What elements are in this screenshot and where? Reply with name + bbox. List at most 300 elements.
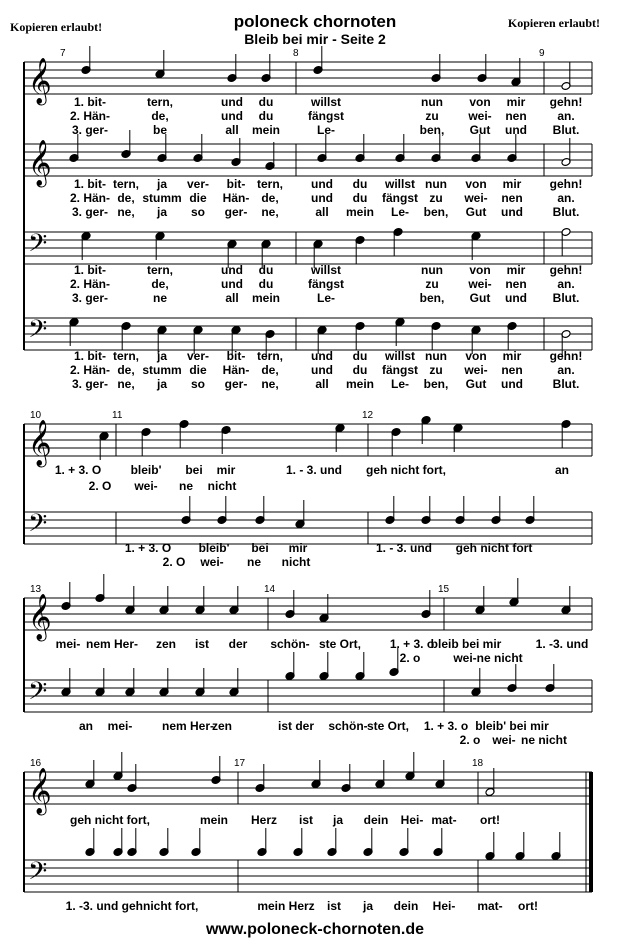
bass-clef-icon: 𝄢	[28, 315, 48, 350]
lyric-system3-upper-alt: 2. o	[399, 651, 421, 665]
lyric-alto: ben,	[423, 205, 449, 219]
lyric-tenor: all	[225, 291, 239, 305]
lyric-bass: und	[501, 377, 523, 391]
measure-number: 11	[112, 410, 123, 421]
note-head	[319, 652, 329, 680]
lyric-system4-lower: ja	[362, 899, 374, 913]
lyric-system2-upper: mir	[216, 463, 236, 477]
note-head	[515, 832, 525, 860]
lyric-alto: Gut	[465, 205, 487, 219]
lyric-tenor: und	[505, 291, 527, 305]
lyric-tenor: willst	[310, 263, 342, 277]
lyric-system3-lower: ste Ort,	[366, 719, 410, 733]
lyric-alto: nun	[425, 177, 447, 191]
lyric-bass: du	[352, 363, 368, 377]
lyric-tenor: mein	[251, 291, 281, 305]
lyric-tenor: 2. Hän-	[69, 277, 111, 291]
lyric-system2-lower-alt: nicht	[281, 555, 311, 569]
lyric-soprano: Blut.	[552, 123, 580, 137]
note-head	[159, 828, 169, 856]
note-head	[195, 668, 205, 696]
staff-system3-upper	[24, 598, 592, 630]
note-head	[405, 752, 415, 780]
note-head	[455, 496, 465, 524]
lyric-bass: Blut.	[552, 377, 580, 391]
lyric-bass: die	[189, 363, 207, 377]
lyric-tenor: Blut.	[552, 291, 580, 305]
lyric-bass: wei-	[464, 363, 488, 377]
lyric-system4-upper: Herz	[250, 813, 278, 827]
note-head	[141, 428, 151, 456]
lyric-system2-upper-alt: wei-	[134, 479, 158, 493]
lyric-tenor: fängst	[308, 277, 344, 291]
measure-number: 7	[60, 48, 66, 59]
note-head	[159, 668, 169, 696]
lyric-soprano: und	[221, 109, 243, 123]
note-head	[85, 828, 95, 856]
note-head	[507, 322, 517, 350]
lyric-bass: ja	[156, 377, 168, 391]
lyric-system4-upper: ort!	[480, 813, 500, 827]
staff-system4-upper	[24, 772, 592, 804]
page-subtitle: Bleib bei mir - Seite 2	[244, 31, 386, 47]
note-head	[545, 664, 555, 692]
lyric-bass: mir	[502, 349, 522, 363]
lyric-tenor: 1. bit-	[74, 263, 106, 277]
lyric-tenor: Gut	[469, 291, 491, 305]
note-head	[317, 134, 327, 162]
note-head	[159, 586, 169, 614]
note-head	[393, 228, 403, 256]
lyric-soprano: an.	[557, 109, 575, 123]
lyric-system4-lower: ort!	[518, 899, 538, 913]
lyric-system4-lower: mat-	[477, 899, 503, 913]
lyric-bass: de,	[117, 363, 135, 377]
measure-number: 15	[438, 584, 450, 595]
lyric-system2-upper-alt: ne	[178, 479, 194, 493]
note-head	[421, 496, 431, 524]
note-head	[285, 652, 295, 680]
note-head	[157, 134, 167, 162]
note-head	[295, 500, 305, 528]
lyric-tenor: mir	[506, 263, 526, 277]
lyric-alto: tern,	[256, 177, 284, 191]
lyric-system4-lower: Hei-	[432, 899, 456, 913]
lyric-system3-upper: mei-	[55, 637, 81, 651]
note-head	[391, 428, 401, 456]
lyric-alto: Blut.	[552, 205, 580, 219]
lyric-system2-lower-alt: 2. O	[162, 555, 186, 569]
staff-system1	[24, 144, 592, 176]
lyric-soprano: Gut	[469, 123, 491, 137]
staff-system1	[24, 232, 592, 264]
note-head	[85, 760, 95, 788]
note-head	[395, 134, 405, 162]
lyric-alto: ja	[156, 177, 168, 191]
note-head	[431, 322, 441, 350]
lyric-tenor: ne	[152, 291, 168, 305]
lyric-system4-upper: ist	[298, 813, 314, 827]
lyric-tenor: tern,	[146, 263, 174, 277]
lyric-alto: Hän-	[222, 191, 250, 205]
lyric-system3-upper: bleib bei mir	[430, 637, 502, 651]
lyric-system3-upper: 1. -3. und	[535, 637, 589, 651]
lyric-alto: stumm	[142, 191, 182, 205]
staff-system4-lower	[24, 860, 592, 892]
note-head	[255, 496, 265, 524]
lyric-system3-lower: ist der	[277, 719, 315, 733]
lyric-alto: zu	[429, 191, 443, 205]
lyric-system3-upper: nem Her-	[85, 637, 139, 651]
lyric-alto: willst	[384, 177, 416, 191]
lyric-bass: nun	[425, 349, 447, 363]
lyric-bass: 3. ger-	[71, 377, 109, 391]
lyric-system2-upper: bei	[185, 463, 203, 477]
lyric-tenor: von	[469, 263, 491, 277]
lyric-system3-upper: 1. + 3. o	[389, 637, 435, 651]
lyric-bass: Hän-	[222, 363, 250, 377]
lyric-bass: zu	[429, 363, 443, 377]
lyric-alto: du	[352, 191, 368, 205]
lyric-tenor: und	[221, 263, 243, 277]
lyric-system2-upper: 1. + 3. O	[54, 463, 102, 477]
measure-number: 13	[30, 584, 42, 595]
lyric-system2-lower: geh nicht fort	[455, 541, 533, 555]
lyric-soprano: fängst	[308, 109, 344, 123]
lyric-system3-lower: mei-	[107, 719, 133, 733]
note-head	[193, 134, 203, 162]
note-head	[285, 590, 295, 618]
lyric-system2-lower: mir	[288, 541, 308, 555]
treble-clef-icon: 𝄞	[28, 140, 52, 186]
lyric-alto: mir	[502, 177, 522, 191]
note-head	[551, 832, 561, 860]
note-head	[113, 752, 123, 780]
lyric-soprano: mein	[251, 123, 281, 137]
lyric-system3-upper: zen	[155, 637, 177, 651]
lyric-bass: all	[315, 377, 329, 391]
lyric-bass: 2. Hän-	[69, 363, 111, 377]
lyric-system4-upper: geh nicht fort,	[70, 813, 150, 827]
note-head	[431, 134, 441, 162]
lyric-tenor: wei-	[468, 277, 492, 291]
lyric-system4-lower: dein	[393, 899, 419, 913]
lyric-tenor: du	[258, 277, 274, 291]
lyric-bass: mein	[345, 377, 375, 391]
lyric-soprano: mir	[506, 95, 526, 109]
note-head	[211, 756, 221, 784]
bass-clef-icon: 𝄢	[28, 509, 48, 544]
treble-clef-icon: 𝄞	[28, 58, 52, 104]
lyric-bass: du	[352, 349, 368, 363]
lyric-tenor: 3. ger-	[71, 291, 109, 305]
note-head	[227, 54, 237, 82]
lyric-soprano: nen	[505, 109, 527, 123]
lyric-alto: 3. ger-	[71, 205, 109, 219]
lyric-soprano: de,	[151, 109, 169, 123]
note-head	[491, 496, 501, 524]
lyric-system2-upper-alt: 2. O	[88, 479, 112, 493]
lyric-alto: tern,	[112, 177, 140, 191]
lyric-system3-lower-alt: ne nicht	[520, 733, 568, 747]
lyric-alto: Le-	[391, 205, 409, 219]
note-head	[113, 828, 123, 856]
lyric-system2-upper: 1. - 3. und	[285, 463, 343, 477]
note-head	[311, 760, 321, 788]
note-head	[385, 496, 395, 524]
note-head	[125, 668, 135, 696]
note-head	[125, 586, 135, 614]
lyric-alto: wei-	[464, 191, 488, 205]
note-head	[475, 586, 485, 614]
lyric-alto: du	[352, 177, 368, 191]
lyric-system2-lower-alt: wei-	[200, 555, 224, 569]
treble-clef-icon: 𝄞	[28, 594, 52, 640]
measure-number: 9	[539, 48, 545, 59]
lyric-system2-lower: 1. + 3. O	[124, 541, 172, 555]
lyric-soprano: von	[469, 95, 491, 109]
lyric-bass: Le-	[391, 377, 409, 391]
note-head	[399, 828, 409, 856]
note-head	[431, 54, 441, 82]
lyric-system3-lower-alt: 2. o	[459, 733, 481, 747]
lyric-bass: ne,	[261, 377, 279, 391]
lyric-alto: fängst	[382, 191, 418, 205]
lyric-soprano: nun	[421, 95, 443, 109]
lyric-system2-lower-alt: ne	[246, 555, 262, 569]
note-head	[525, 496, 535, 524]
treble-clef-icon: 𝄞	[28, 420, 52, 466]
note-head	[95, 574, 105, 602]
measure-number: 8	[293, 48, 299, 59]
note-head	[155, 50, 165, 78]
lyric-bass: stumm	[142, 363, 182, 377]
measure-number: 10	[30, 410, 42, 421]
lyric-tenor: Le-	[317, 291, 335, 305]
lyric-soprano: gehn!	[549, 95, 583, 109]
staff-system1	[24, 62, 592, 94]
lyric-system2-lower: bei	[251, 541, 269, 555]
note-head	[435, 760, 445, 788]
note-head	[485, 832, 495, 860]
lyric-alto: gehn!	[549, 177, 583, 191]
lyric-bass: an.	[557, 363, 575, 377]
copy-allowed-right: Kopieren erlaubt!	[507, 16, 600, 30]
measure-number: 16	[30, 758, 42, 769]
note-head	[293, 828, 303, 856]
note-head	[195, 586, 205, 614]
lyric-tenor: du	[258, 263, 274, 277]
lyric-alto: 2. Hän-	[69, 191, 111, 205]
staff-system2-lower	[24, 512, 592, 544]
lyric-system3-upper: der	[228, 637, 248, 651]
lyric-soprano: Le-	[317, 123, 335, 137]
lyric-alto: mein	[345, 205, 375, 219]
note-head	[265, 142, 275, 170]
note-head	[375, 760, 385, 788]
lyric-system3-upper: ist	[194, 637, 210, 651]
lyric-system2-upper-alt: nicht	[207, 479, 237, 493]
lyric-bass: willst	[384, 349, 416, 363]
lyric-tenor: gehn!	[549, 263, 583, 277]
lyric-soprano: ben,	[419, 123, 445, 137]
lyric-system3-upper-alt: wei-ne nicht	[453, 651, 523, 665]
measure-number: 17	[234, 758, 246, 769]
measure-number: 18	[472, 758, 484, 769]
lyric-alto: so	[190, 205, 206, 219]
lyric-system4-upper: Hei-	[400, 813, 424, 827]
lyric-alto: 1. bit-	[74, 177, 106, 191]
lyric-soprano: all	[225, 123, 239, 137]
lyric-soprano: 1. bit-	[74, 95, 106, 109]
lyric-alto: und	[311, 177, 333, 191]
staff-system2-upper	[24, 424, 592, 456]
treble-clef-icon: 𝄞	[28, 768, 52, 814]
lyric-system4-lower: mein Herz	[257, 899, 315, 913]
lyric-alto: ja	[156, 205, 168, 219]
lyric-tenor: an.	[557, 277, 575, 291]
note-head	[477, 54, 487, 82]
lyric-alto: nen	[501, 191, 523, 205]
lyric-bass: von	[465, 349, 487, 363]
lyric-soprano: wei-	[468, 109, 492, 123]
lyric-bass: und	[311, 363, 333, 377]
note-head	[181, 496, 191, 524]
note-head	[229, 586, 239, 614]
note-head	[341, 764, 351, 792]
lyric-system3-lower: zen	[211, 719, 233, 733]
lyric-soprano: be	[152, 123, 168, 137]
lyric-system4-lower: ist	[326, 899, 342, 913]
note-head	[255, 764, 265, 792]
note-head	[257, 828, 267, 856]
measure-number: 12	[362, 410, 374, 421]
note-head	[127, 764, 137, 792]
lyric-bass: gehn!	[549, 349, 583, 363]
note-head	[421, 590, 431, 618]
lyric-system4-lower: 1. -3. und gehnicht fort,	[65, 899, 199, 913]
note-head	[471, 668, 481, 696]
lyric-bass: so	[190, 377, 206, 391]
lyric-bass: ver-	[186, 349, 210, 363]
note-head	[389, 648, 399, 676]
lyric-bass: bit-	[226, 349, 246, 363]
lyric-system3-lower-alt: wei-	[492, 733, 516, 747]
note-head	[561, 586, 571, 614]
lyric-tenor: und	[221, 277, 243, 291]
note-head	[261, 54, 271, 82]
lyric-soprano: zu	[425, 109, 439, 123]
page-title: poloneck chornoten	[233, 12, 397, 31]
lyric-alto: ger-	[224, 205, 248, 219]
bass-clef-icon: 𝄢	[28, 677, 48, 712]
lyric-bass: nen	[501, 363, 523, 377]
lyric-system4-upper: mat-	[431, 813, 457, 827]
lyric-tenor: nun	[421, 263, 443, 277]
lyric-soprano: tern,	[146, 95, 174, 109]
note-head	[229, 668, 239, 696]
lyric-bass: de,	[261, 363, 279, 377]
lyric-system3-lower: nem Her-	[161, 719, 215, 733]
staff-system1	[24, 318, 592, 350]
lyric-soprano: und	[221, 95, 243, 109]
lyric-soprano: willst	[310, 95, 342, 109]
lyric-system3-lower: schön-	[328, 719, 368, 733]
lyric-system2-lower: 1. - 3. und	[375, 541, 433, 555]
note-head	[355, 134, 365, 162]
footer-website[interactable]: www.poloneck-chornoten.de	[205, 921, 425, 938]
lyric-system3-upper: schön-	[270, 637, 310, 651]
lyric-soprano: du	[258, 95, 274, 109]
lyric-soprano: 3. ger-	[71, 123, 109, 137]
lyric-system2-upper: bleib'	[130, 463, 162, 477]
lyric-bass: und	[311, 349, 333, 363]
note-head	[471, 134, 481, 162]
note-head	[363, 828, 373, 856]
lyric-bass: tern,	[112, 349, 140, 363]
measure-number: 14	[264, 584, 276, 595]
note-head	[355, 236, 365, 264]
lyric-bass: Gut	[465, 377, 487, 391]
lyric-tenor: nen	[505, 277, 527, 291]
note-head	[507, 134, 517, 162]
note-head	[95, 668, 105, 696]
lyric-tenor: ben,	[419, 291, 445, 305]
lyric-system3-upper: ste Ort,	[318, 637, 362, 651]
lyric-tenor: zu	[425, 277, 439, 291]
note-head	[355, 652, 365, 680]
note-head	[433, 828, 443, 856]
lyric-bass: ger-	[224, 377, 248, 391]
note-head	[69, 134, 79, 162]
lyric-soprano: und	[505, 123, 527, 137]
lyric-system3-lower: bleib' bei mir	[475, 719, 549, 733]
staff-system3-lower	[24, 680, 592, 712]
lyric-alto: ne,	[117, 205, 135, 219]
lyric-system3-lower: an	[78, 719, 94, 733]
note-head	[61, 668, 71, 696]
bass-clef-icon: 𝄢	[28, 857, 48, 892]
lyric-alto: ver-	[186, 177, 210, 191]
lyric-system4-upper: mein	[199, 813, 229, 827]
bass-clef-icon: 𝄢	[28, 229, 48, 264]
lyric-alto: die	[189, 191, 207, 205]
note-head	[507, 664, 517, 692]
lyric-alto: de,	[261, 191, 279, 205]
lyric-bass: ne,	[117, 377, 135, 391]
lyric-alto: bit-	[226, 177, 246, 191]
note-head	[127, 828, 137, 856]
note-head	[191, 828, 201, 856]
note-head	[313, 46, 323, 74]
lyric-system3-lower: 1. + 3. o	[423, 719, 469, 733]
lyric-soprano: du	[258, 109, 274, 123]
note-head	[355, 322, 365, 350]
lyric-system2-upper: an	[554, 463, 570, 477]
note-head	[217, 496, 227, 524]
note-head	[327, 828, 337, 856]
note-head	[561, 228, 571, 256]
lyric-bass: ja	[156, 349, 168, 363]
lyric-soprano: 2. Hän-	[69, 109, 111, 123]
lyric-bass: ben,	[423, 377, 449, 391]
lyric-bass: tern,	[256, 349, 284, 363]
lyric-alto: ne,	[261, 205, 279, 219]
lyric-tenor: de,	[151, 277, 169, 291]
note-head	[561, 420, 571, 448]
lyric-system4-upper: dein	[363, 813, 389, 827]
note-head	[121, 322, 131, 350]
